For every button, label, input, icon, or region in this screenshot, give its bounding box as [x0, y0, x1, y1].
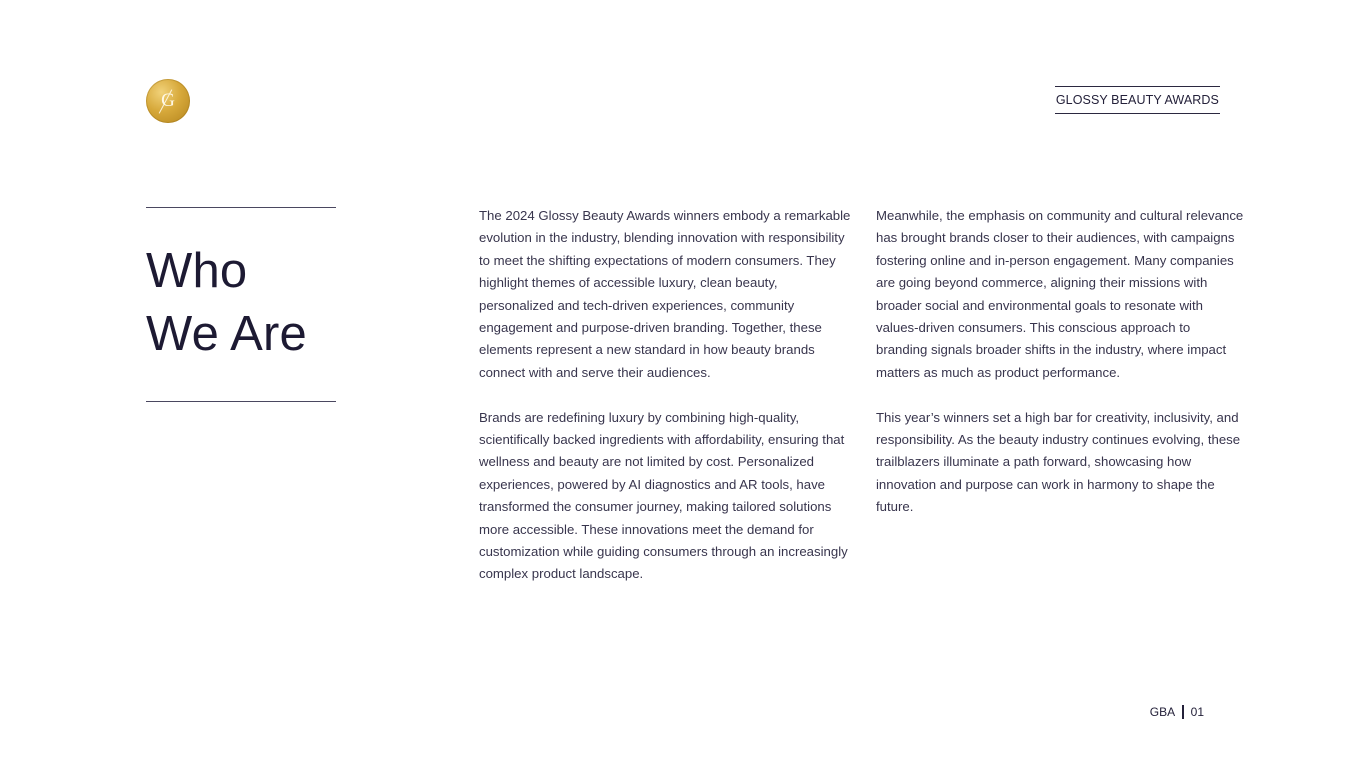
page-title [146, 240, 307, 366]
gba-logo [146, 79, 190, 123]
paragraph-2: Brands are redefining luxury by combining high-quality, scientifically backed ingredients with affordability, ensuring that wellness and beauty are not limited by cost. Personalized experiences, powered by AI diagnostics and AR tools, have transformed the consumer journey, making tailored solutions more accessible. These innovations meet the demand for customization while guiding consumers through an increasingly complex product landscape. [479, 409, 848, 582]
title-rule-top [146, 207, 336, 208]
page-title-line-1: Who [146, 244, 248, 298]
footer-divider [1182, 705, 1184, 719]
footer-abbr: GBA [1149, 705, 1176, 719]
body-column-right [876, 205, 1244, 541]
paragraph-1: The 2024 Glossy Beauty Awards winners embody a remarkable evolution in the industry, blending innovation with responsibility to meet the shifting expectations of modern consumers. They highlight themes of accessible luxury, clean beauty, personalized and tech-driven experiences, community engagement and purpose-driven branding. Together, these elements represent a new standard in how beauty brands connect with and serve their audiences. [479, 208, 851, 380]
logo-letter: G [161, 90, 175, 111]
body-column-left [479, 205, 851, 608]
brand-name: GLOSSY BEAUTY AWARDS [1055, 86, 1220, 114]
paragraph-3: Meanwhile, the emphasis on community and cultural relevance has brought brands closer to their audiences, with campaigns fostering online and in-person engagement. Many companies are going beyond commerce, aligning their missions with broader social and environmental goals to resonate with values-driven consumers. This conscious approach to branding signals broader shifts in the industry, where impact matters as much as product performance. [876, 208, 1244, 380]
page-title-line-2: We Are [146, 307, 307, 361]
title-rule-bottom [146, 401, 336, 402]
page-number: 01 [1190, 705, 1204, 719]
paragraph-4: This year’s winners set a high bar for creativity, inclusivity, and responsibility. As the beauty industry continues evolving, these trailblazers illuminate a path forward, showcasing how innovation and purpose can work in harmony to shape the future. [876, 409, 1241, 515]
page-footer [1150, 705, 1204, 719]
